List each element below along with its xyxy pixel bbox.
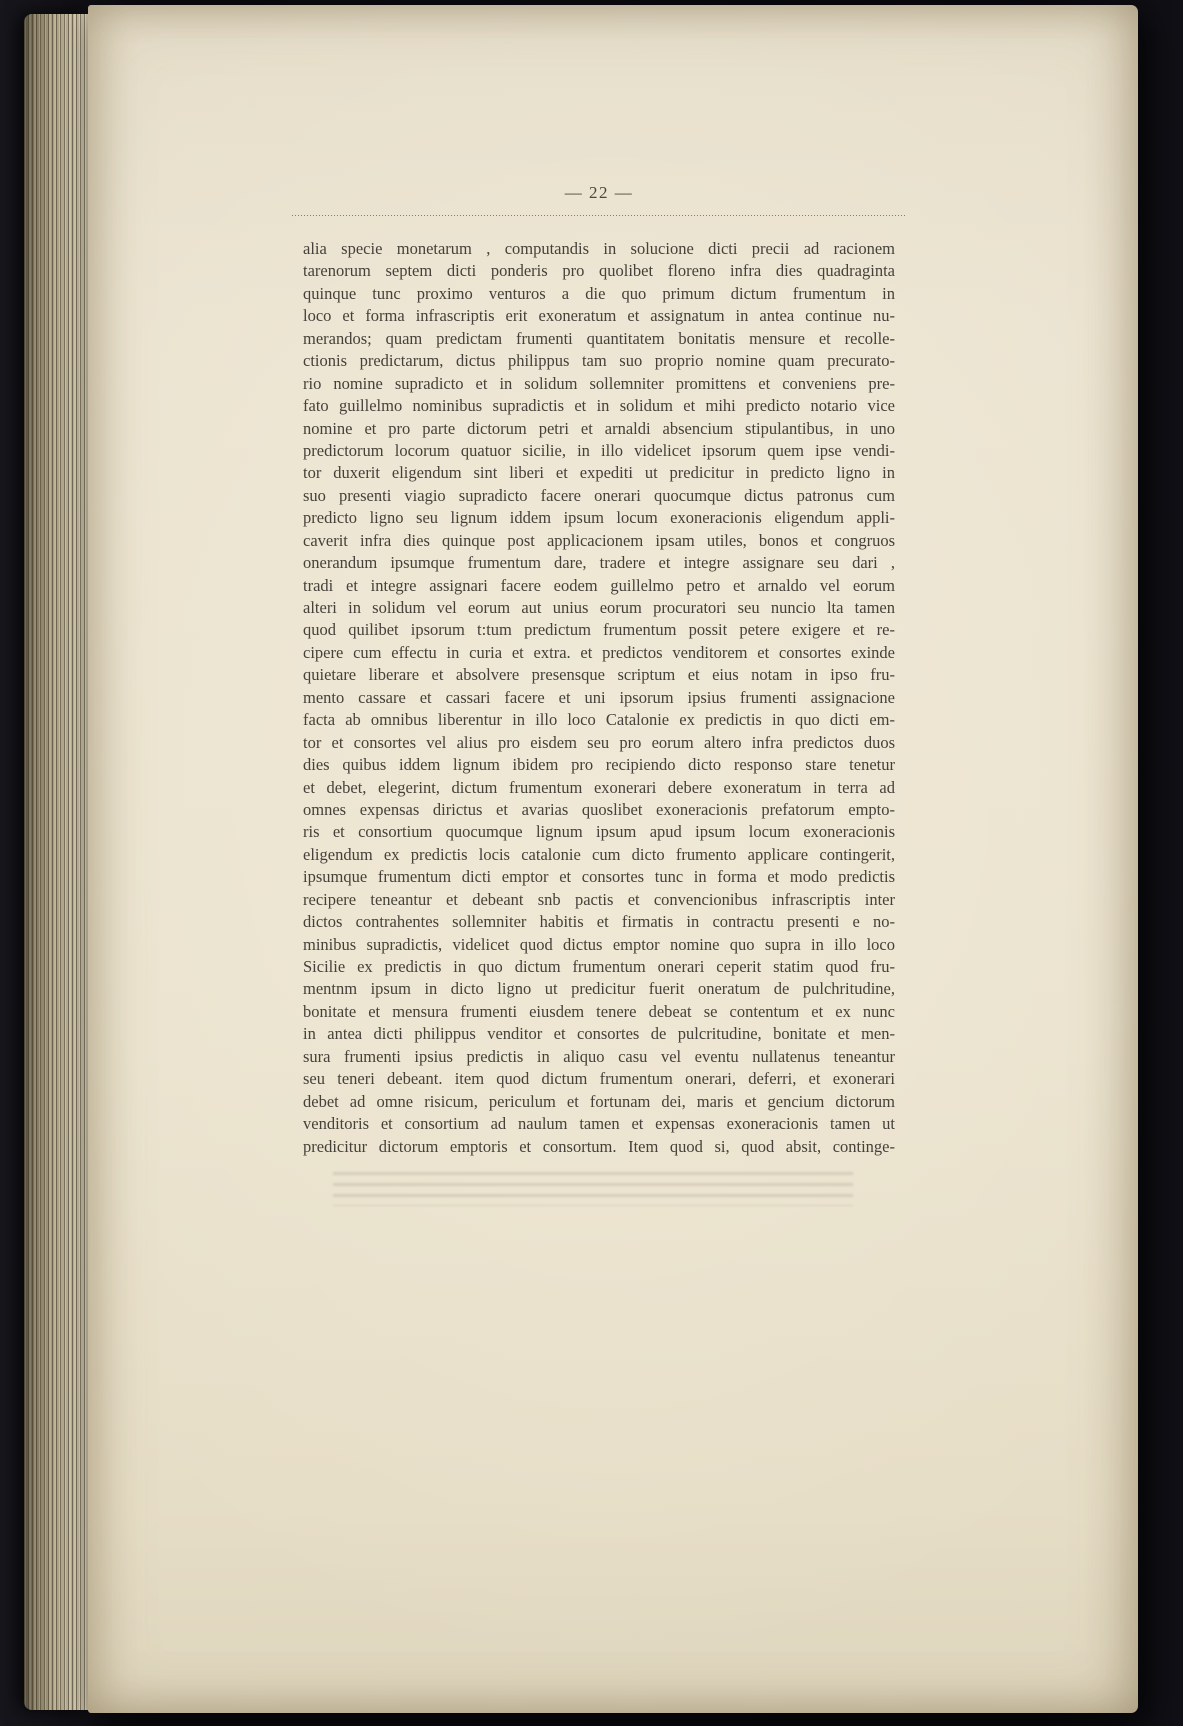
text-line: et debet, elegerint, dictum frumentum exonerari debere exoneratum in terra ad xyxy=(303,777,895,797)
text-line: alia specie monetarum , computandis in solucione dicti precii ad racionem xyxy=(303,239,895,258)
text-line: eligendum ex predictis locis catalonie cum dicto frumento applicare contingerit, xyxy=(303,844,895,864)
text-line: dies quibus iddem lignum ibidem pro recipiendo dicto responso stare tenetur xyxy=(303,755,895,775)
text-line: quinque tunc proximo venturos a die quo primum dictum frumentum in xyxy=(303,283,895,303)
text-line: quod quilibet ipsorum t:tum predictum frumentum possit petere exigere et re- xyxy=(303,620,895,640)
text-line: ris et consortium quocumque lignum ipsum apud ipsum locum exoneracionis xyxy=(303,822,895,842)
text-line: loco et forma infrascriptis erit exoneratum et assignatum in antea continue nu- xyxy=(303,306,895,326)
text-line: bonitate et mensura frumenti eiusdem tenere debeat se contentum et ex nunc xyxy=(303,1001,895,1021)
text-line: predictorum locorum quatuor sicilie, in illo videlicet ipsorum quem ipse vendi- xyxy=(303,440,895,460)
text-line: facta ab omnibus liberentur in illo loco Catalonie ex predictis in quo dicti em- xyxy=(303,710,895,730)
text-line: omnes expensas dirictus et avarias quoslibet exoneracionis prefatorum empto- xyxy=(303,799,895,819)
text-line: predicitur dictorum emptoris et consortum. Item quod si, quod absit, continge- xyxy=(303,1136,895,1156)
show-through-ghost xyxy=(333,1172,853,1206)
text-line: rio nomine supradicto et in solidum sollemniter promittens et conveniens pre- xyxy=(303,373,895,393)
text-line: Sicilie ex predictis in quo dictum frumentum onerari ceperit statim quod fru- xyxy=(303,957,895,976)
text-line: tor et consortes vel alius pro eisdem seu pro eorum altero infra predictos duos xyxy=(303,732,895,752)
text-line: cipere cum effectu in curia et extra. et predictos venditorem et consortes exinde xyxy=(303,642,895,662)
stacked-page-edges xyxy=(24,14,90,1710)
text-line: mento cassare et cassari facere et uni ipsorum ipsius frumenti assignacione xyxy=(303,687,895,707)
text-line: sura frumenti ipsius predictis in aliquo casu vel eventu nullatenus teneantur xyxy=(303,1046,895,1066)
body-text xyxy=(303,238,895,1158)
page-number: — 22 — xyxy=(564,183,634,202)
text-line: mentnm ipsum in dicto ligno ut predicitur fuerit oneratum de pulchritudine, xyxy=(303,979,895,999)
text-line: minibus supradictis, videlicet quod dictus emptor nomine quo supra in illo loco xyxy=(303,934,895,954)
text-line: recipere teneantur et debeant snb pactis et convencionibus infrascriptis inter xyxy=(303,889,895,909)
text-line: quietare liberare et absolvere presensque scriptum et eius notam in ipso fru- xyxy=(303,665,895,685)
text-line: tor duxerit eligendum sint liberi et expediti ut predicitur in predicto ligno in xyxy=(303,463,895,483)
text-line: dictos contrahentes sollemniter habitis et firmatis in contractu presenti e no- xyxy=(303,912,895,932)
paper-page xyxy=(88,5,1138,1713)
text-line: venditoris et consortium ad naulum tamen et expensas exoneracionis tamen ut xyxy=(303,1114,895,1134)
text-line: tarenorum septem dicti ponderis pro quolibet floreno infra dies quadraginta xyxy=(303,261,895,281)
text-line: ipsumque frumentum dicti emptor et consortes tunc in forma et modo predictis xyxy=(303,867,895,887)
text-line: predicto ligno seu lignum iddem ipsum locum exoneracionis eligendum appli- xyxy=(303,508,895,528)
text-line: onerandum ipsumque frumentum dare, tradere et integre assignare seu dari , xyxy=(303,553,895,573)
text-line: nomine et pro parte dictorum petri et arnaldi absencium stipulantibus, in uno xyxy=(303,418,895,438)
text-line: seu teneri debeant. item quod dictum frumentum onerari, deferri, et exonerari xyxy=(303,1069,895,1089)
text-line: in antea dicti philippus venditor et consortes de pulcritudine, bonitate et men- xyxy=(303,1024,895,1044)
text-line: suo presenti viagio supradicto facere onerari quocumque dictus patronus cum xyxy=(303,485,895,505)
text-line: debet ad omne risicum, periculum et fortunam dei, maris et gencium dictorum xyxy=(303,1091,895,1111)
text-line: fato guillelmo nominibus supradictis et in solidum et mihi predicto notario vice xyxy=(303,396,895,416)
text-line: alteri in solidum vel eorum aut unius eorum procuratori seu nuncio lta tamen xyxy=(303,598,895,617)
page-content xyxy=(303,183,895,1206)
text-line: caverit infra dies quinque post applicacionem ipsam utiles, bonos et congruos xyxy=(303,530,895,550)
text-line: tradi et integre assignari facere eodem guillelmo petro et arnaldo vel eorum xyxy=(303,575,895,595)
dotted-rule xyxy=(292,215,906,217)
text-line: ctionis predictarum, dictus philippus tam suo proprio nomine quam precurato- xyxy=(303,351,895,371)
text-line: merandos; quam predictam frumenti quantitatem bonitatis mensure et recolle- xyxy=(303,328,895,348)
